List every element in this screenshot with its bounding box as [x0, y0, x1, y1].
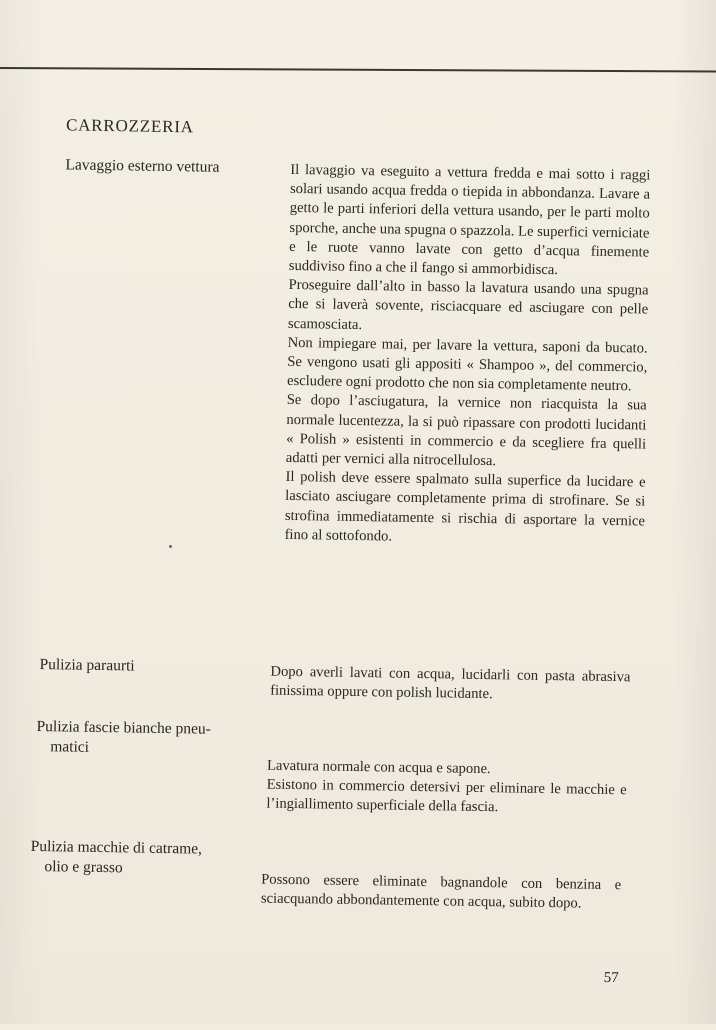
entry-body-lavaggio	[284, 161, 650, 551]
entry-label-line1: Pulizia macchie di catrame,	[30, 837, 203, 858]
paper-speck	[169, 545, 172, 548]
paragraph: Il lavaggio va eseguito a vettura fredda e mai sotto i raggi solari usando acqua fredda o tiepida in abbondanza. Lavare a getto le parti inferiori della vettura usando, per le parti molto sporche, anche una spugna o spazzola. Le superfici verniciate e le ruote vanno lavate con getto d’acqua finemente suddiviso fino a che il fango si ammorbidisca.	[288, 161, 651, 279]
paragraph: Se dopo l’asciugatura, la vernice non riacquista la sua normale lucentezza, la si può ripassare con prodotti lucidanti « Polish » esistenti in commercio e da scegliere fra quelli adatti per vernici alla nitrocellulosa.	[285, 392, 647, 470]
paragraph: Lavatura normale con acqua e sapone.	[266, 757, 491, 778]
entry-label-line2: matici	[50, 738, 90, 756]
entry-label-line1: Lavaggio esterno vettura	[65, 156, 220, 176]
entry-body-catrame	[261, 871, 622, 915]
entry-body-paraurti	[270, 663, 631, 707]
paragraph: Il polish deve essere spalmato sulla superfice da lucidare e lasciato asciugare completamente prima di strofinare. Se si strofina immediatamente si rischia di asportare la vernice fino al sottofondo.	[284, 469, 646, 545]
entry-label-line2: olio e grasso	[44, 858, 123, 877]
paragraph: Non impiegare mai, per lavare la vettura, saponi da bucato. Se vengono usati gli appositi « Shampoo », del commercio, escludere ogni prodotto che non sia completamente neutro.	[286, 334, 648, 395]
paragraph: Esistono in commercio detersivi per eliminare le macchie e l’ingiallimento superficiale della fascia.	[266, 776, 627, 816]
paragraph: Possono essere eliminate bagnandole con benzina e sciacquando abbondantemente con acqua, subito dopo.	[260, 871, 622, 912]
entry-label-line1: Pulizia fascie bianche pneu-	[36, 717, 212, 738]
entry-label-lavaggio	[65, 155, 285, 178]
page-number: 57	[603, 969, 619, 987]
paragraph: Proseguire dall’alto in basso la lavatura usando una spugna che si laverà sovente, risciacquare ed asciugare con pelle scamosciata.	[287, 277, 649, 333]
section-title: CARROZZERIA	[65, 115, 194, 137]
paragraph: Dopo averli lavati con acqua, lucidarli con pasta abrasiva finissima oppure con polish lucidante.	[270, 663, 631, 703]
entry-label-fascie	[36, 717, 257, 760]
entry-label-catrame	[30, 837, 251, 880]
entry-label-line1: Pulizia paraurti	[39, 656, 135, 675]
entry-label-paraurti	[39, 655, 259, 678]
entry-body-fascie	[266, 757, 627, 820]
